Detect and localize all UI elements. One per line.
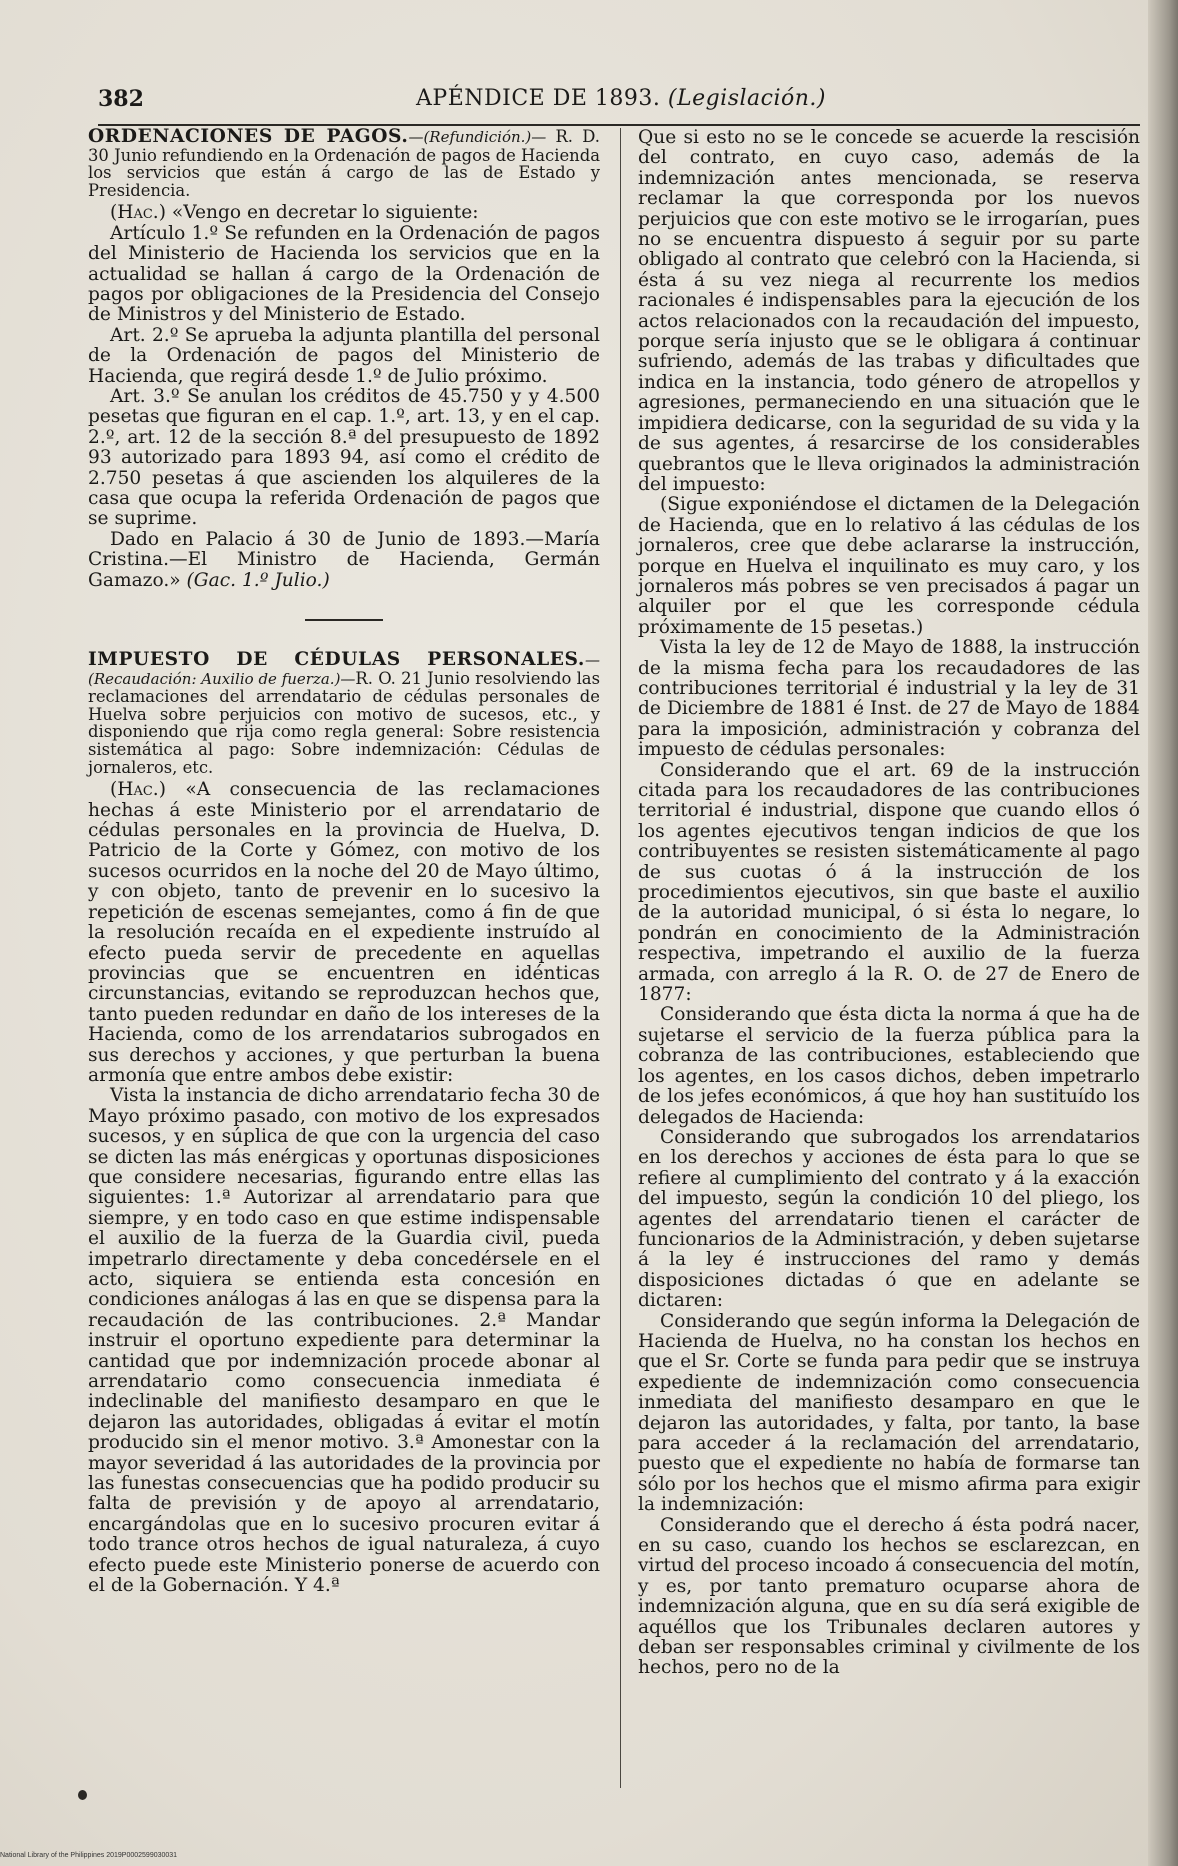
section-summary: R. D. 30 Junio refundiendo en la Ordenación de pagos de Hacienda los servicios que están á cargo de las de Estado y Presidencia. [88,127,600,200]
paragraph: Considerando que el art. 69 de la instrucción citada para los recaudadores de las contribuciones territorial é industrial, dispone que cuando ellos ó los agentes ejecutivos tengan indicios de que los contribuyentes se resisten sistemáticamente al pago de sus cuotas ó á la instrucción de los procedimientos ejecutivos, sin que baste el auxilio de la autoridad municipal, ó si ésta lo negare, lo pondrán en conocimiento de la Administración respectiva, impetrando el auxilio de la fuerza armada, con arreglo á la R. O. de 27 de Enero de 1877: [638,759,1140,1006]
section-heading: ORDENACIONES DE PAGOS. [88,126,409,147]
paragraph: Vista la ley de 12 de Mayo de 1888, la instrucción de la misma fecha para los recaudadores de las contribuciones territorial é industrial y la ley de 31 de Diciembre de 1881 é Inst. de 27 de Mayo de 1884 para la imposición, administración y cobranza del impuesto de cédulas personales: [638,637,1140,761]
paragraph: Vista la instancia de dicho arrendatario fecha 30 de Mayo próximo pasado, con motivo de los expresados sucesos, y en súplica de que con la urgencia del caso se dicten las más enérgicas y oportunas disposiciones que considere necesarias, figurando entre ellas las siguientes: 1.ª Autorizar al arrendatario para que siempre, y en todo caso en que estime indispensable el auxilio de la fuerza de la Guardia civil, pueda impetrarlo directamente y deba concedérsele en el acto, siquiera se entienda esta concesión en condiciones análogas á las en que se dispensa para la recaudación de las contribuciones. 2.ª Mandar instruir el oportuno expediente para determinar la cantidad que por indemnización procede abonar al arrendatario como consecuencia inmediata é indeclinable del manifiesto desamparo en que le dejaron las autoridades, obligadas á evitar el motín producido sin el menor motivo. 3.ª Amonestar con la mayor severidad á las autoridades de la provincia por las funestas consecuencias que ha podido producir su falta de previsión y de apoyo al arrendatario, encargándolas que en lo sucesivo procuren evitar á todo trance otros hechos de igual naturaleza, á cuyo efecto puede este Ministerio ponerse de acuerdo con el de la Gobernación. Y 4.ª [88,1085,600,1597]
paragraph [88,203,600,223]
paragraph: Considerando que subrogados los arrendatarios en los derechos y acciones de ésta para lo que se refiere al cumplimiento del contrato y á la exacción del impuesto, según la condición 10 del pliego, los agentes del arrendatario tienen el carácter de funcionarios de la Administración, y deben sujetarse á la ley é instrucciones del ramo y demás disposiciones dictadas ó que en adelante se dictaren: [638,1126,1140,1312]
paragraph-text: «A consecuencia de las reclamaciones hechas á este Ministerio por el arrendatario de cédulas personales en la provincia de Huelva, D. Patricio de la Corte y Gómez, con motivo de los sucesos ocurridos en la noche del 20 de Mayo último, y con objeto, tanto de prevenir en lo sucesivo la repetición de escenas semejantes, como á fin de que la resolución recaída en el expediente instruído al efecto pueda servir de precedente en aquellas provincias que se encuentren en idénticas circunstancias, evitando se reproduzcan hechos que, tanto pueden redundar en daño de los intereses de la Hacienda, como de los arrendatarios subrogados en sus derechos y acciones, y que perturban la buena armonía que entre ambos debe existir: [88,779,600,1086]
page-number: 382 [98,86,144,112]
hac-label: (Hac.) [110,202,166,224]
right-column [638,128,1140,1679]
paragraph: Art. 3.º Se anulan los créditos de 45.750 y y 4.500 pesetas que figuran en el cap. 1.º, art. 13, y en el cap. 2.º, art. 12 de la sección 8.ª del presupuesto de 1892 93 autorizado para 1893 94, así como el crédito de 2.750 pesetas á que ascienden los alquileres de la casa que ocupa la referida Ordenación de pagos que se suprime. [88,386,600,530]
paragraph: Art. 2.º Se aprueba la adjunta plantilla del personal de la Ordenación de pagos del Ministerio de Hacienda, que regirá desde 1.º de Julio próximo. [88,324,600,387]
paragraph: Considerando que ésta dicta la norma á que ha de sujetarse el servicio de la fuerza pública para la cobranza de las contribuciones, estableciendo que los agentes, en los casos dichos, deben impetrarlo de los jefes económicos, á que hoy han sustituído los delegados de Hacienda: [638,1004,1140,1128]
paragraph: Que si esto no se le concede se acuerde la rescisión del contrato, en cuyo caso, además de la indemnización antes mencionada, se reserva reclamar la que corresponda por los nuevos perjuicios que con este motivo se le irrogarían, pues no se encuentra dispuesto á seguir por su parte obligado al contrato que celebró con la Hacienda, si ésta á su vez niega al recurrente los medios racionales é indispensables para la ejecución de los actos relacionados con la recaudación del impuesto, porque sería injusto que se le obligara á continuar sufriendo, además de las trabas y dificultades que indica en la instancia, todo género de atropellos y agresiones, permaneciendo en una situación que le impidiera dedicarse, con la seguridad de su vida y la de sus agentes, á resarcirse de los considerables quebrantos que le lleva originados la administración del impuesto: [638,127,1140,495]
paragraph: (Sigue exponiéndose el dictamen de la Delegación de Hacienda, que en lo relativo á las cédulas de los jornaleros, cree que debe aclararse la instrucción, porque en Huelva el inquilinato es muy caro, y los jornaleros más pobres se ven precisados á pagar un alquiler por el que les corresponde cédula próximamente de 15 pesetas.) [638,494,1140,638]
gazette-source: (Gac. 1.º Julio.) [186,569,330,591]
paragraph [88,780,600,1086]
paragraph [88,530,600,591]
section-title-ordenaciones [88,128,600,199]
scan-credit: National Library of the Philippines 2019P0002599030031 [0,1852,178,1859]
paragraph-text: Dado en Palacio á 30 de Junio de 1893.—María Cristina.—El Ministro de Hacienda, Germán Gamazo.» [88,528,600,591]
left-column [88,128,600,1597]
running-title-sub: (Legislación.) [667,86,827,111]
section-title-cedulas [88,651,600,776]
paragraph: Considerando que el derecho á ésta podrá nacer, en su caso, cuando los hechos se esclarezcan, en virtud del proceso incoado á consecuencia del motín, y es, por tanto prematuro ocuparse ahora de indemnización alguna, que en su día será exigible de aquéllos que los Tribunales declaren autores y deban ser responsables criminal y civilmente de los hechos, pero no de la [638,1514,1140,1679]
ink-spot [78,1790,87,1800]
page-binding-edge [1148,0,1178,1866]
paragraph: Considerando que según informa la Delegación de Hacienda de Huelva, no ha constan los hechos en que el Sr. Corte se funda para pedir que se instruya expediente de indemnización como consecuencia inmediata del manifiesto desamparo en que le dejaron las autoridades, y falta, por tanto, la base para acceder á la reclamación del arrendatario, puesto que el expediente no había de formarse tan sólo por los hechos que el mismo afirma para exigir la indemnización: [638,1310,1140,1516]
column-divider [620,128,621,1788]
section-separator [305,619,383,621]
page-header [98,86,1138,122]
hac-label: (Hac.) [110,779,166,801]
section-heading-note: —(Refundición.)— [408,128,547,146]
section-heading-note: —(Recaudación: Auxilio de fuerza.)— [88,651,600,688]
paragraph: Artículo 1.º Se refunden en la Ordenación de pagos del Ministerio de Hacienda los servicios que en la actualidad se hallan á cargo de la Ordenación de pagos por obligaciones de la Presidencia del Consejo de Ministros y del Ministerio de Estado. [88,222,600,326]
running-title [416,86,826,111]
paragraph-text: «Vengo en decretar lo siguiente: [171,202,479,224]
running-title-main: APÉNDICE DE 1893. [416,86,661,111]
section-summary: R. O. 21 Junio resolviendo las reclamaciones del arrendatario de cédulas personales de Huelva sobre perjuicios con motivo de sucesos, etc., y disponiendo que rija como regla general: Sobre resistencia sistemática al pago: Sobre indemnización: Cédulas de jornaleros, etc. [88,668,600,777]
section-heading: IMPUESTO DE CÉDULAS PERSONALES. [88,649,585,671]
